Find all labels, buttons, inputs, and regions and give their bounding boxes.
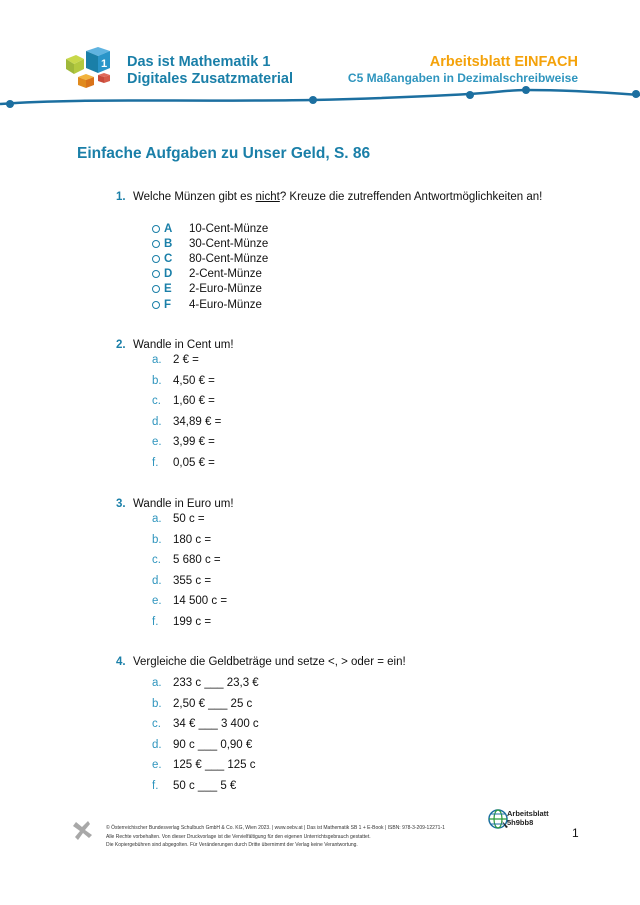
option-letter: E: [164, 283, 172, 296]
logo-digit: 1: [100, 58, 108, 70]
option-b[interactable]: [151, 236, 268, 251]
task-2-heading: [116, 339, 234, 351]
task-1-heading: [116, 191, 542, 203]
task-instruction: Wandle in Euro um!: [133, 498, 234, 510]
task-2-items: [152, 354, 221, 478]
page-title: Einfache Aufgaben zu Unser Geld, S. 86: [77, 145, 371, 162]
page-header: [0, 0, 640, 115]
list-item: a. 233 c ___ 23,3 €: [152, 677, 259, 689]
option-text: 4-Euro-Münze: [189, 298, 262, 311]
option-text: 30-Cent-Münze: [189, 237, 269, 250]
brand-subtitle: Digitales Zusatzmaterial: [127, 71, 293, 87]
publisher-puzzle-icon: [70, 818, 96, 844]
option-text: 2-Euro-Münze: [189, 283, 262, 296]
list-item: a. 2 € =: [152, 354, 199, 366]
option-a[interactable]: [151, 221, 268, 236]
list-item: c. 5 680 c =: [152, 554, 221, 567]
list-item: f. 50 c ___ 5 €: [152, 779, 237, 792]
option-f[interactable]: [151, 297, 268, 312]
checkbox-circle-icon[interactable]: [152, 301, 160, 309]
list-item: b. 2,50 € ___ 25 c: [152, 697, 253, 710]
task-instruction: Vergleiche die Geldbeträge und setze <, > oder = ein!: [133, 656, 406, 668]
task-number: 4.: [116, 656, 126, 668]
option-letter: C: [164, 252, 173, 265]
task-number: 2.: [116, 339, 126, 351]
list-item: c. 1,60 € =: [152, 395, 215, 408]
list-item: f. 0,05 € =: [152, 456, 215, 469]
list-item: b. 180 c =: [152, 533, 212, 546]
task-3-heading: [116, 498, 234, 510]
list-item: d. 34,89 € =: [152, 415, 222, 428]
option-text: 10-Cent-Münze: [189, 222, 269, 235]
brand-title: Das ist Mathematik 1: [127, 54, 271, 70]
copyright-notice: © Österreichischer Bundesverlag Schulbuch GmbH & Co. KG, Wien 2023. | www.oebv.at | Das ist Mathematik SB 1 + E-Book | ISBN: 978-3-209-12271-1 Alle Rechte vorbehalten. Von dieser Druckvorlage ist die Vervielfältigung für den eigenen Unterrichtsgebrauch gestattet. Die Kopiergebühren sind abgegolten. Für Veränderungen durch Dritte übernimmt der Verlag keine Verantwortung.: [106, 825, 445, 848]
task-3-items: [152, 513, 227, 637]
worksheet-badge[interactable]: [507, 809, 549, 827]
option-d[interactable]: [151, 267, 268, 282]
option-letter: F: [164, 298, 172, 311]
list-item: d. 90 c ___ 0,90 €: [152, 738, 253, 751]
sheet-title: Arbeitsblatt EINFACH: [429, 54, 578, 70]
checkbox-circle-icon[interactable]: [152, 255, 160, 263]
list-item: d. 355 c =: [152, 574, 212, 587]
list-item: e. 125 € ___ 125 c: [152, 759, 256, 772]
checkbox-circle-icon[interactable]: [152, 270, 160, 278]
checkbox-circle-icon[interactable]: [152, 225, 160, 233]
option-text: 80-Cent-Münze: [189, 252, 269, 265]
task-4-heading: [116, 656, 406, 668]
task-number: 3.: [116, 498, 126, 510]
list-item: e. 3,99 € =: [152, 436, 215, 449]
option-letter: B: [164, 237, 173, 250]
checkbox-circle-icon[interactable]: [152, 240, 160, 248]
sheet-subtitle: C5 Maßangaben in Dezimalschreibweise: [347, 71, 578, 85]
page-number: 1: [572, 826, 579, 840]
option-letter: A: [164, 222, 173, 235]
task-number: 1.: [116, 191, 126, 203]
answer-options: [151, 221, 268, 312]
header-wave-line: [0, 80, 640, 114]
option-letter: D: [164, 268, 173, 281]
task-instruction: Wandle in Cent um!: [133, 339, 234, 351]
list-item: e. 14 500 c =: [152, 595, 228, 608]
checkbox-circle-icon[interactable]: [152, 285, 160, 293]
list-item: f. 199 c =: [152, 615, 212, 628]
task-instruction: Welche Münzen gibt es nicht? Kreuze die zutreffenden Antwortmöglichkeiten an!: [133, 191, 543, 203]
badge-title: Arbeitsblatt: [507, 809, 549, 818]
badge-code: 5h9bb8: [507, 818, 534, 827]
task-4-items: [152, 677, 259, 801]
option-e[interactable]: [151, 282, 268, 297]
list-item: c. 34 € ___ 3 400 c: [152, 718, 259, 731]
option-text: 2-Cent-Münze: [189, 268, 262, 281]
option-c[interactable]: [151, 251, 268, 266]
list-item: b. 4,50 € =: [152, 374, 215, 387]
list-item: a. 50 c =: [152, 513, 205, 525]
